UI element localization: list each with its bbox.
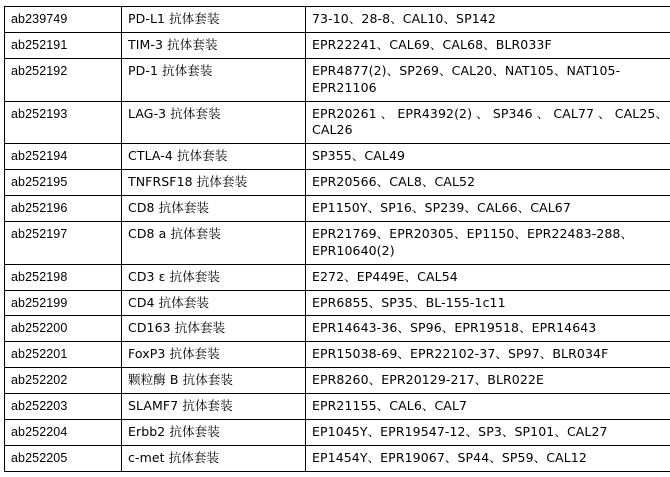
cell-product-name: LAG-3 抗体套装 bbox=[122, 101, 306, 144]
cell-product-code: ab252203 bbox=[5, 394, 122, 420]
cell-clone-list: 73-10、28-8、CAL10、SP142 bbox=[306, 7, 670, 33]
table-row bbox=[5, 32, 670, 58]
cell-product-name: TIM-3 抗体套装 bbox=[122, 32, 306, 58]
cell-product-name: CD4 抗体套装 bbox=[122, 290, 306, 316]
cell-product-code: ab252191 bbox=[5, 32, 122, 58]
cell-product-code: ab252194 bbox=[5, 144, 122, 170]
table-row bbox=[5, 170, 670, 196]
table-row bbox=[5, 342, 670, 368]
cell-clone-list: EP1045Y、EPR19547-12、SP3、SP101、CAL27 bbox=[306, 419, 670, 445]
cell-product-name: SLAMF7 抗体套装 bbox=[122, 394, 306, 420]
table-row bbox=[5, 445, 670, 471]
cell-product-code: ab252193 bbox=[5, 101, 122, 144]
cell-product-code: ab252204 bbox=[5, 419, 122, 445]
cell-clone-list: EPR22241、CAL69、CAL68、BLR033F bbox=[306, 32, 670, 58]
cell-clone-list: E272、EP449E、CAL54 bbox=[306, 264, 670, 290]
table-row bbox=[5, 101, 670, 144]
cell-product-name: PD-L1 抗体套装 bbox=[122, 7, 306, 33]
cell-product-name: Erbb2 抗体套装 bbox=[122, 419, 306, 445]
cell-product-code: ab252198 bbox=[5, 264, 122, 290]
table-row bbox=[5, 7, 670, 33]
table-row bbox=[5, 144, 670, 170]
cell-clone-list: EPR15038-69、EPR22102-37、SP97、BLR034F bbox=[306, 342, 670, 368]
cell-product-name: TNFRSF18 抗体套装 bbox=[122, 170, 306, 196]
cell-product-name: CD8 抗体套装 bbox=[122, 196, 306, 222]
table-row bbox=[5, 368, 670, 394]
cell-clone-list: EPR20566、CAL8、CAL52 bbox=[306, 170, 670, 196]
cell-clone-list: EP1150Y、SP16、SP239、CAL66、CAL67 bbox=[306, 196, 670, 222]
cell-clone-list: EP1454Y、EPR19067、SP44、SP59、CAL12 bbox=[306, 445, 670, 471]
cell-product-name: CD8 a 抗体套装 bbox=[122, 221, 306, 264]
cell-clone-list: SP355、CAL49 bbox=[306, 144, 670, 170]
cell-product-name: c-met 抗体套装 bbox=[122, 445, 306, 471]
document-page bbox=[0, 6, 670, 477]
cell-product-code: ab252197 bbox=[5, 221, 122, 264]
table-row bbox=[5, 290, 670, 316]
cell-product-code: ab252200 bbox=[5, 316, 122, 342]
table-body bbox=[5, 7, 670, 472]
cell-product-code: ab239749 bbox=[5, 7, 122, 33]
cell-product-code: ab252195 bbox=[5, 170, 122, 196]
cell-clone-list: EPR21155、CAL6、CAL7 bbox=[306, 394, 670, 420]
product-table bbox=[4, 6, 670, 472]
cell-product-code: ab252196 bbox=[5, 196, 122, 222]
cell-product-name: FoxP3 抗体套装 bbox=[122, 342, 306, 368]
table-row bbox=[5, 221, 670, 264]
table-row bbox=[5, 419, 670, 445]
table-row bbox=[5, 316, 670, 342]
cell-clone-list: EPR14643-36、SP96、EPR19518、EPR14643 bbox=[306, 316, 670, 342]
cell-product-name: PD-1 抗体套装 bbox=[122, 58, 306, 101]
table-row bbox=[5, 264, 670, 290]
cell-product-code: ab252201 bbox=[5, 342, 122, 368]
table-row bbox=[5, 394, 670, 420]
cell-product-name: 颗粒酶 B 抗体套装 bbox=[122, 368, 306, 394]
cell-product-code: ab252205 bbox=[5, 445, 122, 471]
cell-clone-list: EPR21769、EPR20305、EP1150、EPR22483-288、EPR10640(2) bbox=[306, 221, 670, 264]
cell-product-name: CTLA-4 抗体套装 bbox=[122, 144, 306, 170]
table-row bbox=[5, 58, 670, 101]
cell-clone-list: EPR8260、EPR20129-217、BLR022E bbox=[306, 368, 670, 394]
cell-product-name: CD3 ε 抗体套装 bbox=[122, 264, 306, 290]
cell-clone-list: EPR6855、SP35、BL-155-1c11 bbox=[306, 290, 670, 316]
cell-product-code: ab252192 bbox=[5, 58, 122, 101]
cell-product-code: ab252199 bbox=[5, 290, 122, 316]
cell-clone-list: EPR4877(2)、SP269、CAL20、NAT105、NAT105-EPR21106 bbox=[306, 58, 670, 101]
cell-clone-list: EPR20261 、 EPR4392(2) 、 SP346 、 CAL77 、 CAL25、CAL26 bbox=[306, 101, 670, 144]
cell-product-code: ab252202 bbox=[5, 368, 122, 394]
table-row bbox=[5, 196, 670, 222]
cell-product-name: CD163 抗体套装 bbox=[122, 316, 306, 342]
